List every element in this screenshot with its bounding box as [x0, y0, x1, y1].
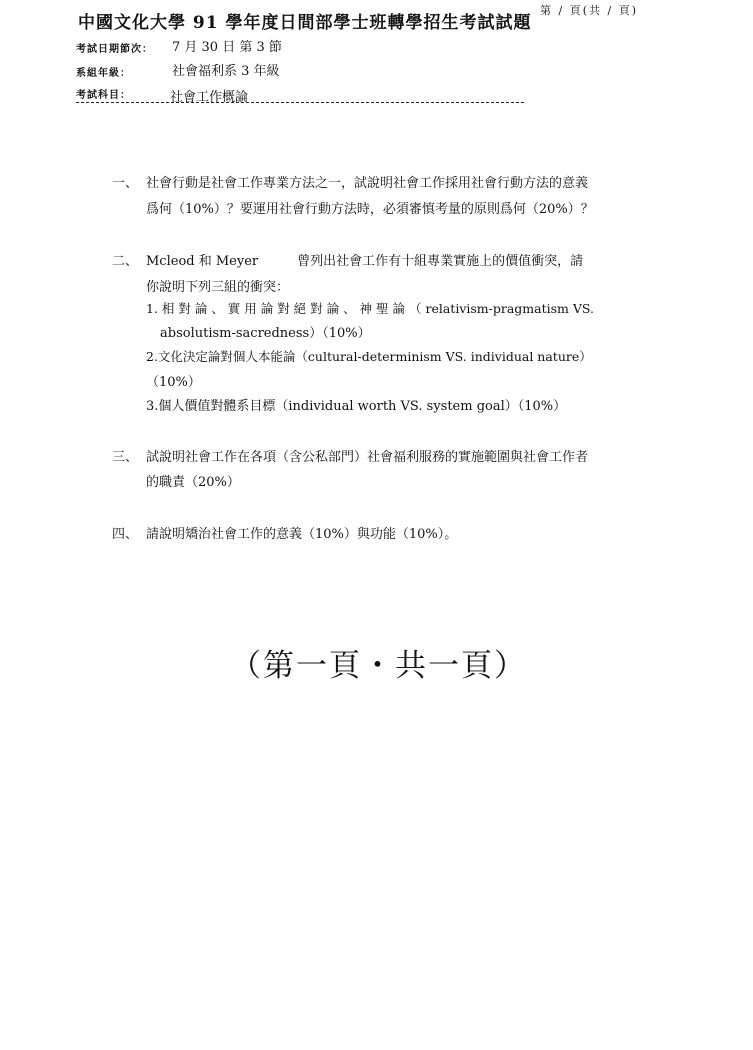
subject-value: 社會工作概論	[170, 90, 249, 105]
question-3-number: 三、	[112, 450, 139, 465]
question-1-line-2: 爲何（10%）？要運用社會行動方法時，必須審慎考量的原則爲何（20%）？	[146, 202, 594, 217]
question-2-item-3: 3.個人價值對體系目標（individual worth VS. system goal）（10%）	[146, 399, 567, 414]
question-3-line-1: 試說明社會工作在各項（含公私部門）社會福利服務的實施範圍與社會工作者	[146, 450, 589, 465]
page-indicator: 第 / 頁(共 / 頁)	[540, 4, 638, 17]
subject-label: 考試科目：	[76, 90, 131, 101]
question-1-number: 一、	[112, 176, 139, 191]
department-value: 社會福利系 3 年級	[172, 64, 280, 79]
page-footer: （第一頁・共一頁）	[230, 648, 527, 684]
question-2-item-2-cont: （10%）	[146, 375, 201, 390]
question-2-item-1: 1. 相 對 論 、 實 用 論 對 絕 對 論 、 神 聖 論 （ relativism-pragmatism VS.	[146, 301, 594, 316]
question-2-item-2: 2.文化決定論對個人本能論（cultural-determinism VS. individual nature）	[146, 349, 592, 364]
exam-date-label: 考試日期節次：	[76, 44, 153, 55]
question-4-number: 四、	[112, 527, 139, 542]
question-2-line-2: 你說明下列三組的衝突：	[146, 280, 290, 295]
question-1-line-1: 社會行動是社會工作專業方法之一，試說明社會工作採用社會行動方法的意義	[146, 176, 589, 191]
department-label: 系組年級：	[76, 68, 131, 79]
question-2-item-1-cont: absolutism-sacredness）（10%）	[160, 326, 371, 341]
question-2-number: 二、	[112, 254, 139, 269]
question-2-line-1: Mcleod 和 Meyer 曾列出社會工作有十組專業實施上的價值衝突，請	[146, 254, 584, 269]
exam-date-value: 7 月 30 日 第 3 節	[172, 40, 282, 55]
question-3-line-2: 的職責（20%）	[146, 475, 240, 490]
question-4-line-1: 請說明矯治社會工作的意義（10%）與功能（10%）。	[146, 527, 458, 542]
header-divider	[76, 102, 524, 103]
exam-title: 中國文化大學 91 學年度日間部學士班轉學招生考試試題	[78, 13, 532, 33]
